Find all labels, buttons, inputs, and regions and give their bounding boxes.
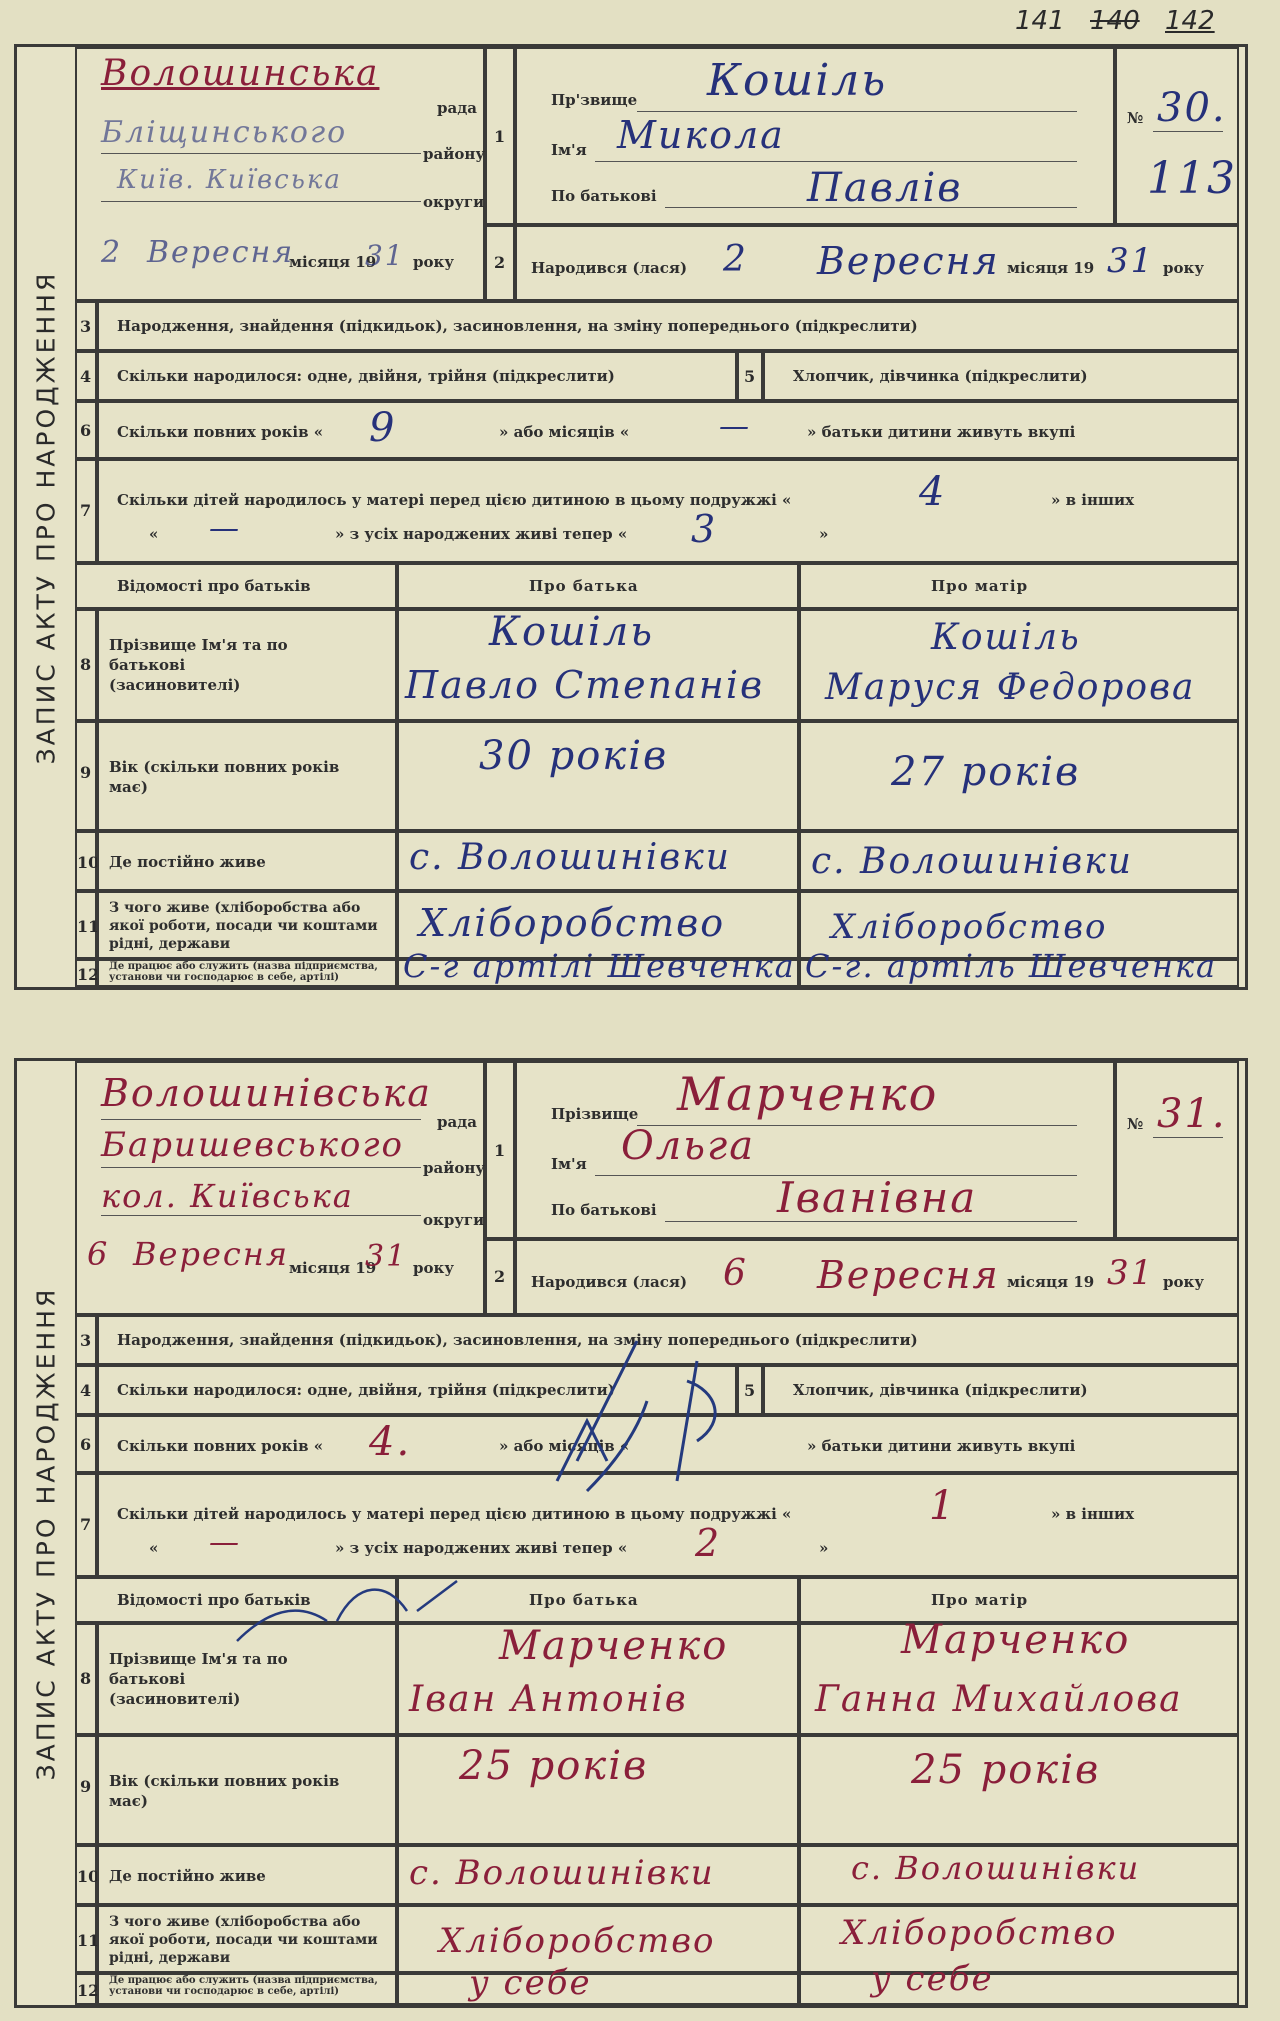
side-title: ЗАПИС АКТУ ПРО НАРОДЖЕННЯ: [17, 47, 77, 987]
birth-month-label: місяця 19: [1007, 259, 1095, 277]
row7c-label: » з усіх народжених живі тепер «: [335, 1539, 628, 1557]
child-name: Микола: [617, 113, 785, 157]
rada-value: Волошинівська: [101, 1071, 432, 1115]
mother-work-cell: [799, 947, 1239, 987]
birth-date-row: [515, 225, 1239, 301]
child-patronymic: Іванівна: [777, 1173, 978, 1222]
birth-record-2: ЗАПИС АКТУ ПРО НАРОДЖЕННЯ Волошинівська рада Баришевського району кол. Київська округи 6 Вересня місяця 19 31 року 1 2 Прізвище Марченко Ім'я Ольга По батькові Іванівна № 31. Народився (лася) 6 Вересня місяця 19 31 року 3 Народження, знайдення (підкидьок), засиновлення, на зміну попереднього (підкреслити) 4 Скільки народилося: одне, двійня, трійня (підкреслити) 5 Хлопчик, дівчинка (підкреслити) 6 Скільки повних років « 4. » або місяців « » батьки дитини живуть вкупі 7 Скільки дітей народилось у матері перед цією дитиною в цьому подружжі « 1 » в інших « — » з усіх народжених живі тепер « 2 » Відомості про батьків Про батька Про матір 8 Прізвище Ім'я та по батькові (засиновителі) Марченко Іван Антонів Марченко Ганна Михайлова 9 Вік (скільки повних років має) 25 років 25 років 10 Де постійно живе с. Волошинівки с. Волошинівки 11 З чого живе (хліборобства або якої роботи, посади чи коштами рідні, держави Хліборобство Хліборобство 12 Де працює або служить (назва підприємства, установи чи господарює в себе, артілі) у себе у себе: [14, 1058, 1248, 2008]
row9-label: Вік (скільки повних років має): [109, 1772, 340, 1810]
father-work: у себе: [469, 1963, 592, 2003]
record-number: 31.: [1157, 1091, 1227, 1137]
row9-label: Вік (скільки повних років має): [109, 758, 340, 796]
patronymic-label: По батькові: [551, 187, 657, 205]
okruha-value: Київ. Київська: [117, 165, 342, 195]
row6b-label: » або місяців «: [499, 423, 630, 441]
father-work-cell: [397, 1963, 799, 2005]
row10-label-cell: [97, 1845, 397, 1905]
years-together-value: 4.: [369, 1419, 412, 1465]
birth-date-row: [515, 1239, 1239, 1315]
birth-year-label: року: [1163, 1273, 1204, 1291]
born-label: Народився (лася): [531, 259, 688, 277]
reg-month: Вересня: [133, 1235, 290, 1273]
row12-label: Де працює або служить (назва підприємства, установи чи господарює в себе, артілі): [109, 961, 378, 983]
number-label: №: [1127, 109, 1144, 127]
mother-age-cell: [799, 1735, 1239, 1845]
mother-name: Маруся Федорова: [825, 667, 1196, 708]
father-surname: Кошіль: [489, 609, 654, 655]
reg-year: 31: [365, 239, 405, 272]
row10-label: Де постійно живе: [109, 853, 266, 871]
row-birth-type: [97, 301, 1239, 351]
reg-day: 2: [101, 235, 123, 270]
record-number: 30.: [1157, 85, 1227, 131]
row10-label: Де постійно живе: [109, 1867, 266, 1885]
father-occupation: Хліборобство: [439, 1921, 716, 1961]
father-lives-cell: [397, 831, 799, 891]
row4-label: Скільки народилося: одне, двійня, трійня (підкреслити): [117, 367, 615, 385]
mother-occupation-cell: [799, 1905, 1239, 1973]
row-years-together: [97, 401, 1239, 459]
mother-label: Про матір: [931, 577, 1029, 595]
rada-label: рада: [437, 99, 477, 117]
row11-label: З чого живе (хліборобства або якої роботи, посади чи коштами рідні, держави: [109, 900, 378, 952]
page-number: 141: [1015, 6, 1065, 36]
okruha-value: кол. Київська: [101, 1177, 354, 1215]
raion-label: району: [423, 1159, 485, 1177]
side-title: ЗАПИС АКТУ ПРО НАРОДЖЕННЯ: [17, 1061, 77, 2005]
row9-label-cell: [97, 1735, 397, 1845]
child-name-block: [515, 1061, 1115, 1239]
father-surname: Марченко: [499, 1623, 729, 1669]
row-children-count: Скільки дітей народилось у матері перед цією дитиною в цьому подружжі « 4 » в інших « — » з усіх народжених живі тепер « 3 »: [97, 459, 1239, 563]
number-block: [1115, 47, 1239, 225]
name-label: Ім'я: [551, 1155, 587, 1173]
rada-value: Волошинська: [101, 53, 380, 94]
father-age-cell: [397, 721, 799, 831]
parents-header: [75, 563, 397, 609]
parents-label: Відомості про батьків: [117, 577, 311, 595]
children-alive-value: 2: [695, 1521, 722, 1565]
children-alive-value: 3: [691, 507, 718, 551]
birth-year: 31: [1107, 1253, 1155, 1293]
row7b-label: » в інших: [1051, 1505, 1135, 1523]
row-children-count: Скільки дітей народилось у матері перед цією дитиною в цьому подружжі « 1 » в інших « — » з усіх народжених живі тепер « 2 »: [97, 1473, 1239, 1577]
row6a-label: Скільки повних років «: [117, 423, 324, 441]
row7a-label: Скільки дітей народилось у матері перед цією дитиною в цьому подружжі «: [117, 491, 792, 509]
birth-month-label: місяця 19: [1007, 1273, 1095, 1291]
months-together-value: —: [719, 409, 751, 444]
row4-label: Скільки народилося: одне, двійня, трійня (підкреслити): [117, 1381, 615, 1399]
mother-work-cell: [799, 1959, 1239, 2005]
month-label: місяця 19: [289, 1259, 377, 1277]
surname-label: Пр'звище: [551, 91, 638, 109]
mother-work: у себе: [871, 1959, 994, 1999]
father-occupation-cell: [397, 1905, 799, 1973]
raion-label: району: [423, 145, 485, 163]
row12-label-cell: [97, 1973, 397, 2005]
birth-day: 2: [723, 239, 748, 280]
row7a-label: Скільки дітей народилось у матері перед цією дитиною в цьому подружжі «: [117, 1505, 792, 1523]
row6c-label: » батьки дитини живуть вкупі: [807, 423, 1076, 441]
father-label: Про батька: [529, 577, 639, 595]
row3-label: Народження, знайдення (підкидьок), засиновлення, на зміну попереднього (підкреслити): [117, 1331, 918, 1349]
mother-label: Про матір: [931, 1591, 1029, 1609]
children-other-value: —: [209, 1525, 241, 1560]
row12-label: Де працює або служить (назва підприємства, установи чи господарює в себе, артілі): [109, 1975, 378, 1997]
father-lives: с. Волошинівки: [409, 1853, 715, 1893]
row-sex: [763, 351, 1239, 401]
father-name: Павло Степанів: [405, 663, 765, 707]
birth-month: Вересня: [817, 1253, 1000, 1297]
mother-surname: Кошіль: [931, 617, 1081, 658]
okruha-label: округи: [423, 1211, 485, 1229]
mother-lives-cell: [799, 1845, 1239, 1905]
mother-name-cell: [799, 609, 1239, 721]
mother-lives: с. Волошинівки: [851, 1849, 1141, 1887]
mother-age: 27 років: [891, 749, 1081, 795]
raion-value: Баришевського: [101, 1125, 405, 1165]
birth-year-label: року: [1163, 259, 1204, 277]
parents-label: Відомості про батьків: [117, 1591, 311, 1609]
father-age-cell: [397, 1735, 799, 1845]
mother-header: [799, 563, 1239, 609]
reg-year: 31: [365, 1239, 408, 1274]
row6c-label: » батьки дитини живуть вкупі: [807, 1437, 1076, 1455]
row8-label-cell: [97, 609, 397, 721]
years-together-value: 9: [369, 405, 397, 451]
father-lives-cell: [397, 1845, 799, 1905]
row-multiples: [97, 351, 737, 401]
row7b-label: » в інших: [1051, 491, 1135, 509]
father-name-cell: [397, 609, 799, 721]
row3-label: Народження, знайдення (підкидьок), засиновлення, на зміну попереднього (підкреслити): [117, 317, 918, 335]
mother-age-cell: [799, 721, 1239, 831]
father-lives: с. Волошинівки: [409, 837, 731, 878]
father-work-cell: [397, 947, 799, 987]
page-number-corrected: 142: [1165, 6, 1215, 36]
birth-year: 31: [1107, 241, 1155, 281]
child-name-block: [515, 47, 1115, 225]
row5-label: Хлопчик, дівчинка (підкреслити): [793, 367, 1088, 385]
surname-label: Прізвище: [551, 1105, 639, 1123]
children-before-value: 1: [929, 1483, 957, 1529]
record-number-2: 113: [1147, 153, 1237, 204]
raion-value: Бліщинського: [101, 115, 348, 150]
mother-surname: Марченко: [901, 1617, 1131, 1663]
father-work: С-г артілі Шевченка: [403, 947, 796, 985]
year-label: року: [413, 1259, 454, 1277]
father-label: Про батька: [529, 1591, 639, 1609]
reg-day: 6: [87, 1235, 110, 1273]
number-block: [1115, 1061, 1239, 1239]
children-other-value: —: [209, 511, 241, 546]
council-block: [75, 47, 485, 301]
row8-label: Прізвище Ім'я та по батькові (засиновителі): [109, 636, 288, 694]
ink-annotation: [217, 1321, 917, 1701]
row12-label-cell: [97, 959, 397, 987]
row11-label-cell: [97, 891, 397, 959]
children-before-value: 4: [919, 469, 947, 515]
row6b-label: » або місяців «: [499, 1437, 630, 1455]
child-surname: Марченко: [677, 1067, 939, 1121]
row9-label-cell: [97, 721, 397, 831]
father-name: Іван Антонів: [409, 1679, 688, 1720]
mother-lives: с. Волошинівки: [811, 841, 1133, 882]
patronymic-label: По батькові: [551, 1201, 657, 1219]
birth-day: 6: [723, 1253, 748, 1294]
row8-label: Прізвище Ім'я та по батькові (засиновителі): [109, 1650, 288, 1708]
father-occupation: Хліборобство: [419, 901, 726, 945]
birth-month: Вересня: [817, 239, 1000, 283]
row5-label: Хлопчик, дівчинка (підкреслити): [793, 1381, 1088, 1399]
name-label: Ім'я: [551, 141, 587, 159]
row7c-label: » з усіх народжених живі тепер «: [335, 525, 628, 543]
year-label: року: [413, 253, 454, 271]
month-label: місяця 19: [289, 253, 377, 271]
rada-label: рада: [437, 1113, 477, 1131]
row11-label-cell: [97, 1905, 397, 1973]
row10-label-cell: [97, 831, 397, 891]
father-age: 30 років: [479, 733, 669, 779]
okruha-label: округи: [423, 193, 485, 211]
row6a-label: Скільки повних років «: [117, 1437, 324, 1455]
page-number-struck: 140: [1090, 6, 1140, 36]
father-header: [397, 563, 799, 609]
mother-occupation: Хліборобство: [831, 907, 1108, 947]
father-age: 25 років: [459, 1743, 649, 1789]
council-block: [75, 1061, 485, 1315]
birth-record-1: ЗАПИС АКТУ ПРО НАРОДЖЕННЯ Волошинська рада Бліщинського району Київ. Київська округи 2 Вересня місяця 19 31 року 1 2 Пр'звище Кошіль Ім'я Микола По батькові Павлів № 30. 113 Народився (лася) 2 Вересня місяця 19 31 року 3 Народження, знайдення (підкидьок), засиновлення, на зміну попереднього (підкреслити) 4 Скільки народилося: одне, двійня, трійня (підкреслити) 5 Хлопчик, дівчинка (підкреслити) 6 Скільки повних років « 9 » або місяців « — » батьки дитини живуть вкупі 7 Скільки дітей народилось у матері перед цією дитиною в цьому подружжі « 4 » в інших « — » з усіх народжених живі тепер « 3 » Відомості про батьків Про батька Про матір 8 Прізвище Ім'я та по батькові (засиновителі) Кошіль Павло Степанів Кошіль Маруся Федорова 9 Вік (скільки повних років має) 30 років 27 років 10 Де постійно живе с. Волошинівки с. Волошинівки 11 З чого живе (хліборобства або якої роботи, посади чи коштами рідні, держави Хліборобство Хліборобство 12 Де працює або служить (назва підприємства, установи чи господарює в себе, артілі) С-г артілі Шевченка С-г. артіль Шевченка: [14, 44, 1248, 990]
mother-name: Ганна Михайлова: [815, 1679, 1183, 1720]
born-label: Народився (лася): [531, 1273, 688, 1291]
reg-month: Вересня: [147, 235, 295, 270]
child-surname: Кошіль: [707, 55, 888, 106]
row11-label: З чого живе (хліборобства або якої роботи, посади чи коштами рідні, держави: [109, 1914, 378, 1966]
number-label: №: [1127, 1115, 1144, 1133]
child-patronymic: Павлів: [807, 165, 963, 211]
mother-work: С-г. артіль Шевченка: [805, 947, 1218, 985]
child-name: Ольга: [621, 1123, 756, 1169]
mother-lives-cell: [799, 831, 1239, 891]
mother-occupation: Хліборобство: [841, 1913, 1118, 1953]
mother-age: 25 років: [911, 1747, 1101, 1793]
